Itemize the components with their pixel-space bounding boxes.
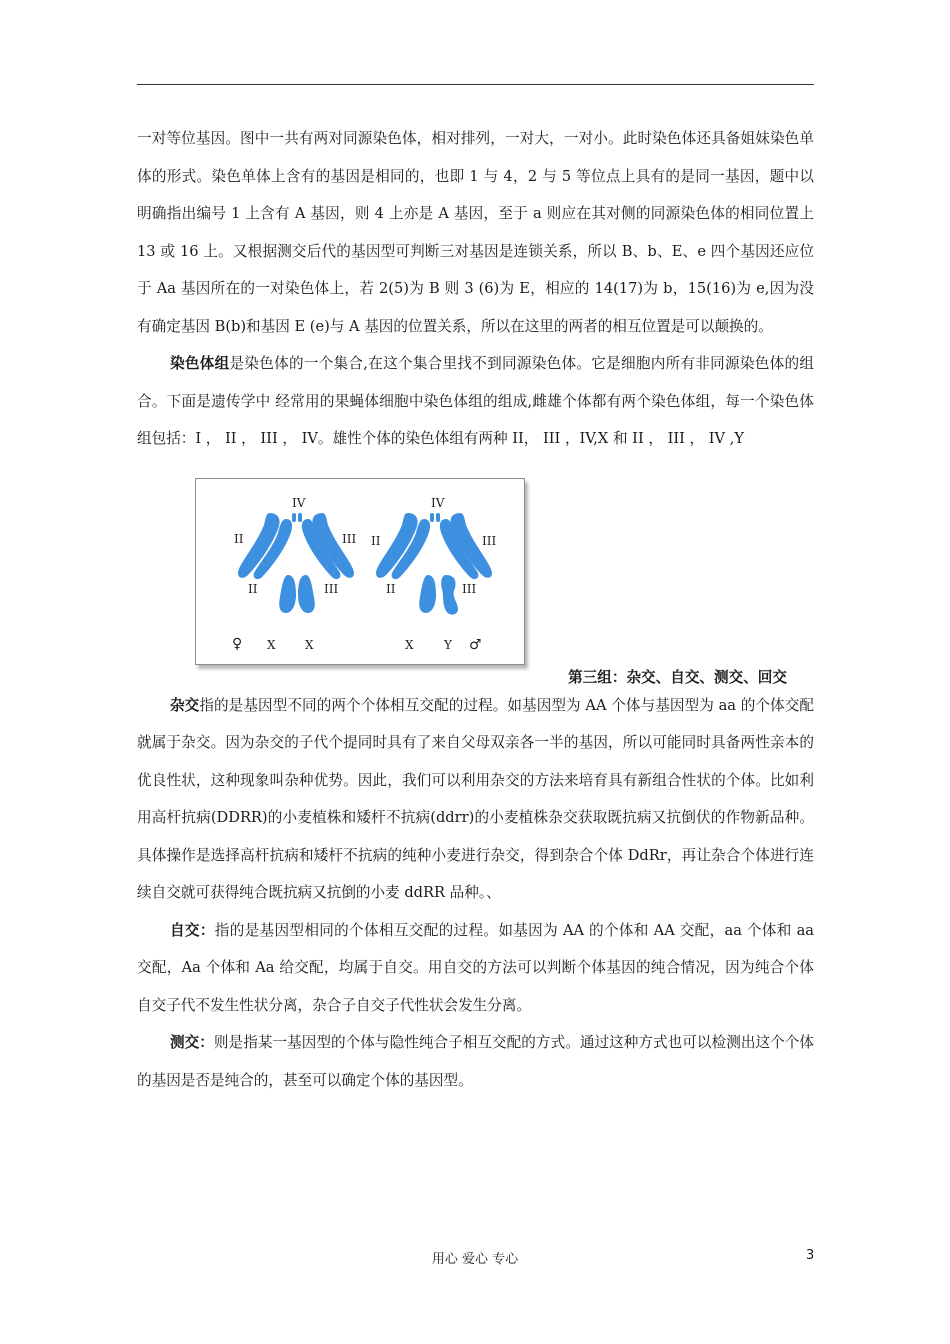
document-body [137, 120, 814, 1099]
page-number: 3 [806, 1248, 815, 1263]
chromosome-iv-female-a [292, 513, 296, 522]
paragraph-hybridization [137, 687, 814, 912]
hybridization-text: 指的是基因型不同的两个个体相互交配的过程。如基因型为 AA 个体与基因型为 aa 的个体交配就属于杂交。因为杂交的子代个提同时具有了来自父母双亲各一半的基因，所以可能同时具备两性亲本的优良性状，这种现象叫杂种优势。因此，我们可以利用杂交的方法来培育具有新组合性状的个体。比如利用高杆抗病(DDRR)的小麦植株和矮杆不抗病(ddrr)的小麦植株杂交获取既抗病又抗倒伏的作物新品种。具体操作是选择高杆抗病和矮杆不抗病的纯种小麦进行杂交，得到杂合个体 DdRr，再让杂合个体进行连续自交就可获得纯合既抗病又抗倒的小麦 ddRR 品种。、 [137, 696, 814, 901]
label-ii-left-female: II [234, 531, 244, 546]
chromosome-x-left-female [279, 575, 296, 613]
header-rule [137, 84, 814, 85]
chromosome-x-male [419, 575, 436, 613]
chromosome-set-text: 是染色体的一个集合,在这个集合里找不到同源染色体。它是细胞内所有非同源染色体的组合。下面是遗传学中 经常用的果蝇体细胞中染色体组的组成,雌雄个体都有两个染色体组，每一个染色体组包括：I ， II ， III ， IV。雄性个体的染色体组有两种 II， III ，IV,X 和 II ， III ， IV ,Y [137, 355, 814, 447]
footer-motto: 用心 爱心 专心 [431, 1252, 519, 1267]
drosophila-karyotype-figure [195, 478, 525, 665]
paragraph-chromosome-set [137, 345, 814, 458]
paragraph-testcross [137, 1024, 814, 1099]
chromosome-iv-female-b [298, 513, 302, 522]
term-chromosome-set: 染色体组 [170, 355, 230, 372]
paragraph-selfing [137, 912, 814, 1025]
label-ii-bottom-male: II [386, 581, 396, 596]
chromosome-iv-male-b [436, 513, 440, 522]
label-y-male: Y [444, 637, 452, 652]
term-hybridization: 杂交 [170, 696, 200, 714]
label-iii-right-female: III [342, 531, 357, 546]
figure-area [137, 466, 814, 687]
testcross-text: 则是指某一基因型的个体与隐性纯合子相互交配的方式。通过这种方式也可以检测出这个个体的基因是否是纯合的，甚至可以确定个体的基因型。 [137, 1034, 814, 1089]
chromosome-x-right-female [298, 575, 315, 613]
selfing-text: 指的是基因型相同的个体相互交配的过程。如基因为 AA 的个体和 AA 交配，aa 个体和 aa 交配，Aa 个体和 Aa 给交配，均属于自交。用自交的方法可以判断个体基因的纯合情况，因为纯合个体自交子代不发生性状分离，杂合子自交子代性状会发生分离。 [137, 921, 814, 1014]
term-testcross: 测交： [170, 1034, 214, 1051]
term-selfing: 自交： [170, 921, 215, 939]
paragraph-gene-positions: 一对等位基因。图中一共有两对同源染色体，相对排列，一对大，一对小。此时染色体还具备姐妹染色单体的形式。染色单体上含有的基因是相同的，也即 1 与 4，2 与 5 等位点上具有的是同一基因，题中以明确指出编号 1 上含有 A 基因，则 4 上亦是 A 基因，至于 a 则应在其对侧的同源染色体的相同位置上 13 或 16 上。又根据测交后代的基因型可判断三对基因是连锁关系，所以 B、b、E、e 四个基因还应位于 Aa 基因所在的一对染色体上，若 2(5)为 B 则 3 (6)为 E，相应的 14(17)为 b，15(16)为 e,因为没有确定基因 B(b)和基因 E (e)与 A 基因的位置关系，所以在这里的两者的相互位置是可以颠换的。 [137, 130, 814, 335]
label-x-male: X [405, 637, 414, 652]
label-x1-female: X [267, 637, 276, 652]
label-iv-male: IV [431, 495, 445, 510]
karyotype-diagram [196, 479, 524, 664]
label-iii-bottom-male: III [462, 581, 477, 596]
label-iii-bottom-female: III [324, 581, 339, 596]
male-karyotype [371, 496, 496, 653]
female-karyotype [232, 496, 356, 652]
label-x2-female: X [305, 637, 314, 652]
female-symbol-icon: ♀ [232, 635, 243, 652]
chromosome-iv-male-a [430, 513, 434, 522]
label-ii-bottom-female: II [248, 581, 258, 596]
male-symbol-icon: ♂ [469, 636, 482, 653]
label-iv-female: IV [292, 495, 306, 510]
chromosome-y-male [441, 575, 458, 615]
label-iii-right-male: III [482, 533, 497, 548]
label-ii-left-male: II [371, 533, 381, 548]
figure-caption: 第三组：杂交、自交、测交、回交 [568, 668, 787, 686]
